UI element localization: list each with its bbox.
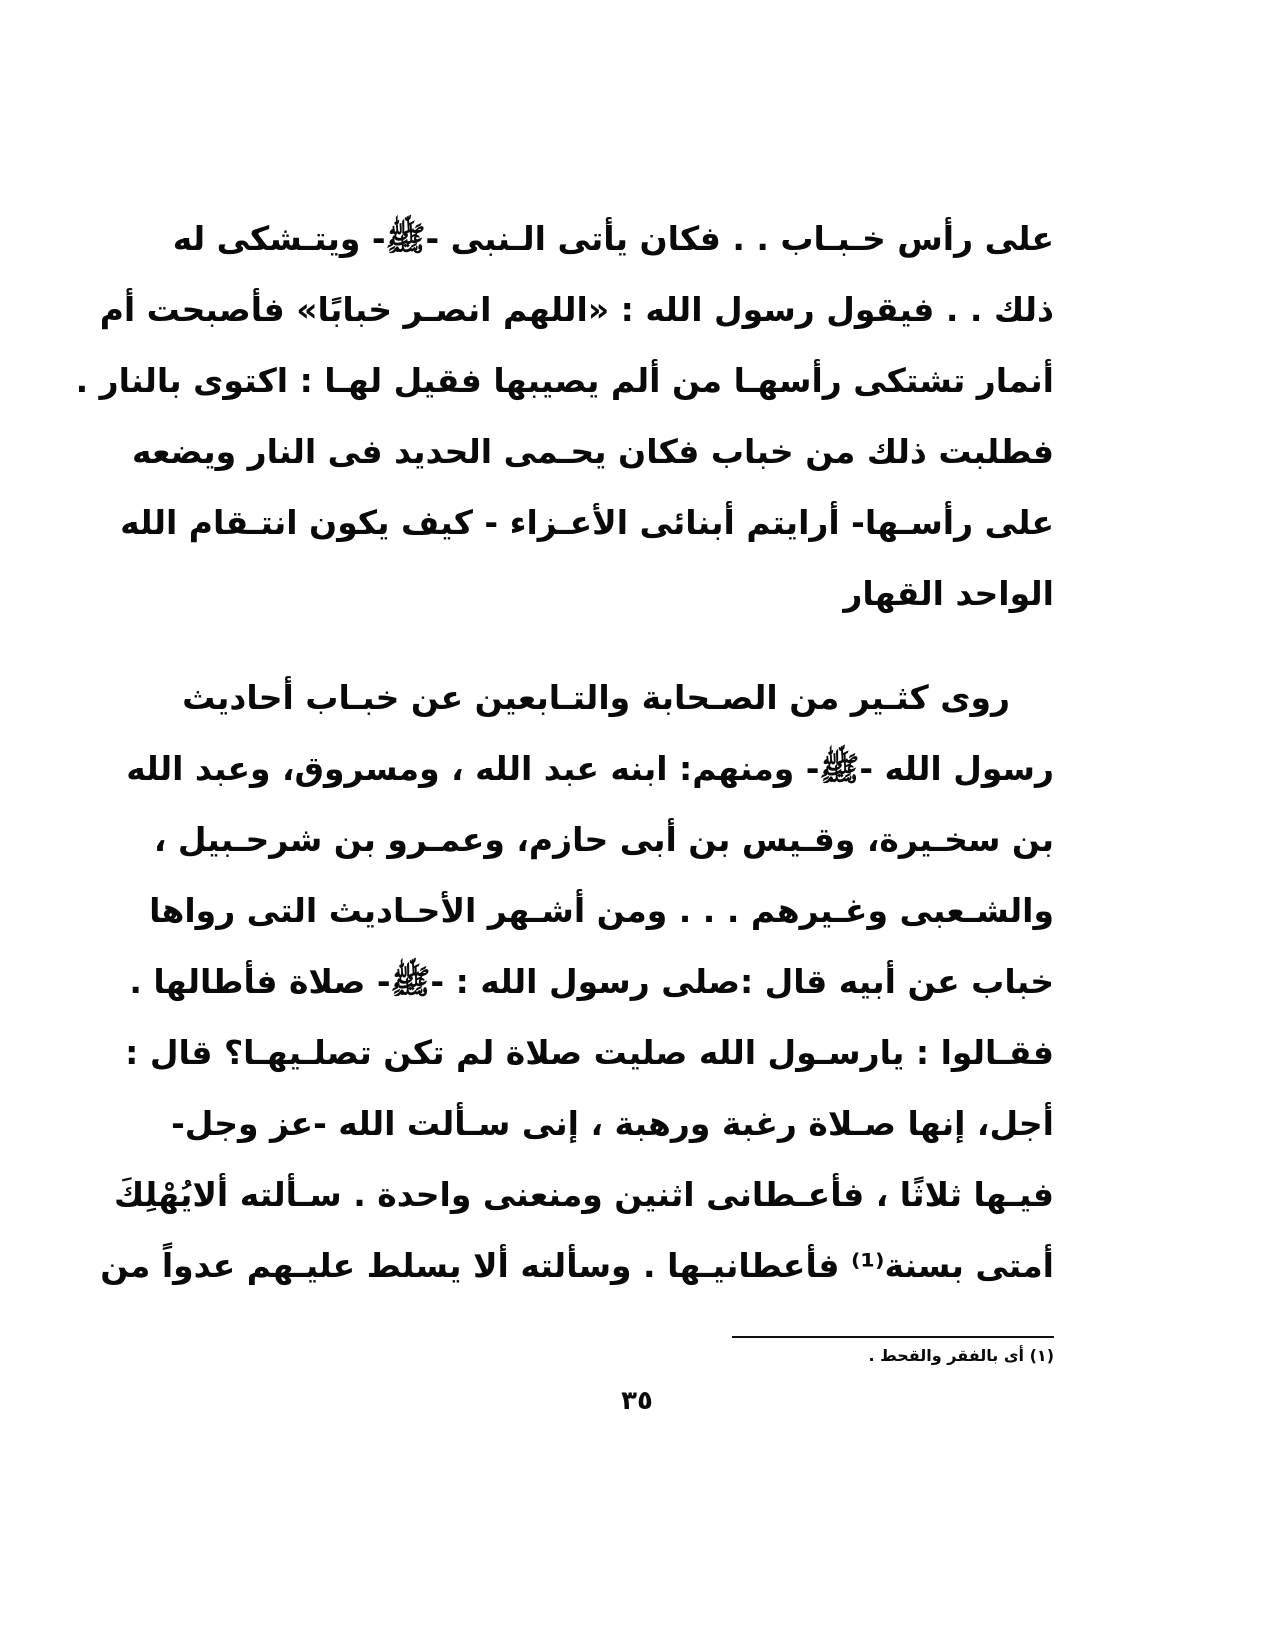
text-line: على رأسـها- أرايتم أبنائى الأعـزاء - كيف يكون انتـقام الله — [120, 503, 1054, 542]
text-line: الواحد القهار — [843, 574, 1054, 613]
text-line: بن سخـيرة، وقـيس بن أبى حازم، وعمـرو بن شرحـبيل ، — [153, 820, 1054, 859]
footnote: (١) أى بالفقر والقحط . — [868, 1346, 1054, 1365]
text-line: أنمار تشتكى رأسهـا من ألم يصيبها فقيل لهـا : اكتوى بالنار . — [75, 361, 1054, 400]
text-line: فقـالوا : يارسـول الله صليت صلاة لم تكن تصلـيهـا؟ قال : — [125, 1033, 1054, 1072]
text-line: ذلك . . فيقول رسول الله : «اللهم انصـر خبابًا» فأصبحت أم — [99, 290, 1054, 329]
paragraph-2 — [100, 662, 1054, 1301]
text-line: فطلبت ذلك من خباب فكان يحـمى الحديد فى النار ويضعه — [132, 432, 1054, 471]
text-line: أجل، إنها صـلاة رغبة ورهبة ، إنى سـألت الله -عز وجل- — [171, 1104, 1054, 1143]
text-line: أمتى بسنة⁽¹⁾ فأعطانيـها . وسألته ألا يسلط عليـهم عدواً من — [100, 1246, 1054, 1285]
text-line: على رأس خـبـاب . . فكان يأتى الـنبى -ﷺ- ويتـشكى له — [172, 219, 1054, 258]
paragraph-1 — [75, 203, 1054, 629]
footnote-divider — [732, 1336, 1054, 1338]
text-line: روى كثـير من الصـحابة والتـابعين عن خبـاب أحاديث — [182, 678, 1010, 717]
page-number: ٣٥ — [621, 1386, 653, 1416]
text-line: فيـها ثلاثًا ، فأعـطانى اثنين ومنعنى واحدة . سـألته ألايُهْلِكَ — [113, 1175, 1054, 1214]
text-line: خباب عن أبيه قال :صلى رسول الله : -ﷺ- صلاة فأطالها . — [129, 962, 1054, 1001]
text-line: والشـعبى وغـيرهم . . . ومن أشـهر الأحـاديث التى رواها — [149, 891, 1054, 930]
text-line: رسول الله -ﷺ- ومنهم: ابنه عبد الله ، ومسروق، وعبد الله — [126, 749, 1054, 788]
